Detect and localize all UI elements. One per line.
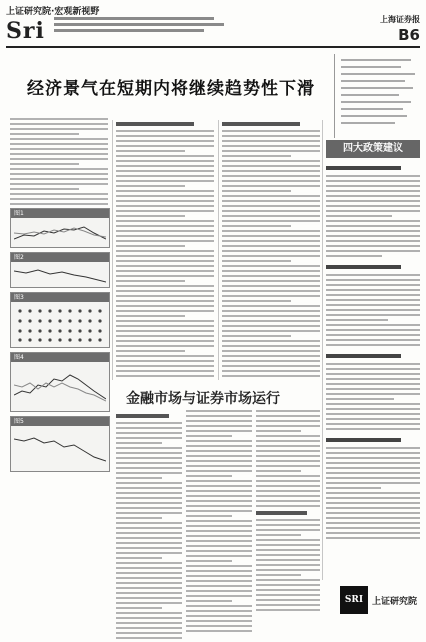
figure-5 — [10, 416, 110, 472]
logo-text: 上证研究院 — [372, 596, 418, 607]
line-chart — [14, 429, 106, 468]
figure-plot — [14, 429, 106, 468]
figure-2 — [10, 252, 110, 288]
logo-mark: SRI — [340, 586, 368, 614]
column-lower-1-text — [116, 410, 182, 642]
masthead-meta — [54, 14, 224, 35]
line-chart — [14, 221, 106, 244]
figure-caption: 图2 — [11, 253, 109, 262]
column-lower-3-text — [256, 410, 320, 614]
figure-plot — [14, 221, 106, 244]
figure-plot — [14, 265, 106, 284]
page-number: B6 — [398, 26, 420, 44]
dot-matrix-chart — [14, 305, 106, 344]
figure-plot — [14, 305, 106, 344]
figure-caption: 图1 — [11, 209, 109, 218]
footer-logo — [340, 584, 420, 616]
newspaper-title: 上海证券报 — [380, 15, 420, 24]
figure-caption: 图4 — [11, 353, 109, 362]
section-title-finance: 金融市场与证券市场运行 — [126, 391, 280, 407]
figure-1 — [10, 208, 110, 248]
figure-caption: 图3 — [11, 293, 109, 302]
figure-caption: 图5 — [11, 417, 109, 426]
column-2-text — [116, 118, 214, 380]
page-title: 经济景气在短期内将继续趋势性下滑 — [27, 79, 315, 99]
column-lower-2-text — [186, 410, 252, 635]
line-chart — [14, 265, 106, 284]
brand-logo: Sri — [6, 18, 45, 44]
masthead — [6, 4, 420, 48]
editorial-box — [334, 54, 426, 138]
figure-3 — [10, 292, 110, 348]
section-label: 上证研究院·宏观新视野 — [6, 7, 100, 17]
policy-sidebar — [326, 140, 420, 580]
sidebar-title: 四大政策建议 — [326, 140, 420, 158]
column-3-text — [222, 118, 320, 380]
